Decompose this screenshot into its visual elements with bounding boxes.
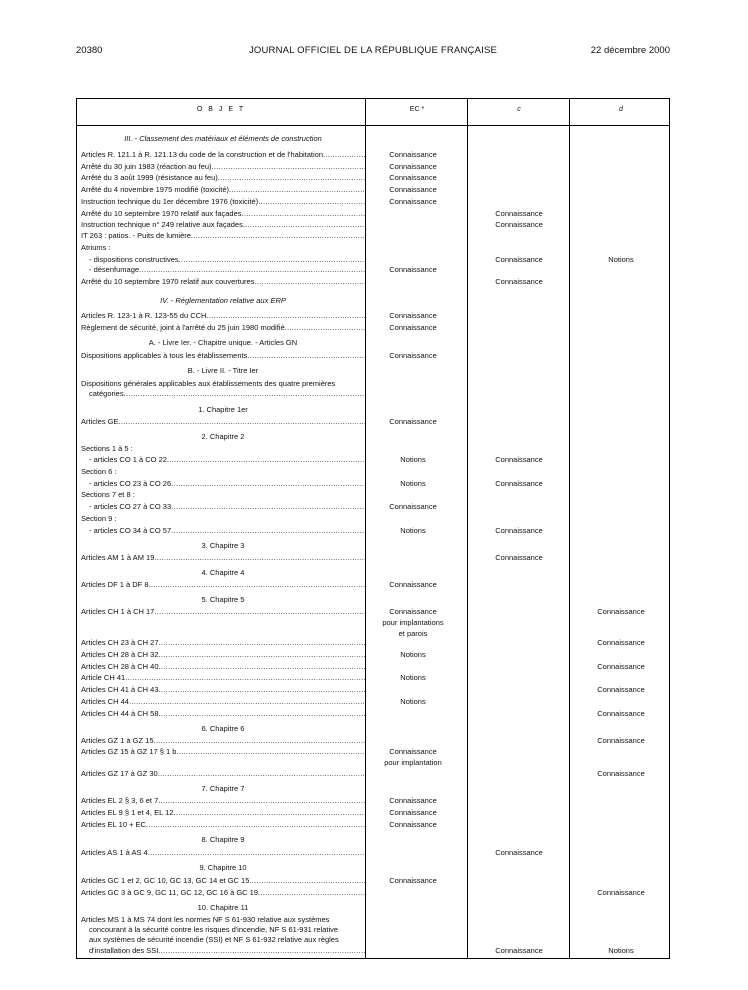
c-cell: Connaissance: [495, 209, 543, 218]
objet-cell: IV. - Réglementation relative aux ERP: [160, 296, 286, 305]
ec-cell: Connaissance: [389, 351, 437, 360]
objet-cell: Articles GZ 15 à GZ 17 § 1 b .....: [81, 746, 365, 757]
objet-cell: Articles GE .....: [81, 416, 365, 427]
ec-cell: pour implantation: [384, 758, 442, 767]
ec-cell: Connaissance: [389, 502, 437, 511]
objet-cell: Arrêté du 4 novembre 1975 modifié (toxicité) .....: [81, 184, 365, 195]
objet-cell: Articles GZ 1 à GZ 15 .....: [81, 735, 365, 746]
c-cell: Connaissance: [495, 220, 543, 229]
ec-cell: Connaissance: [389, 820, 437, 829]
objet-cell: 2. Chapitre 2: [201, 432, 245, 441]
ec-cell: Connaissance: [389, 417, 437, 426]
column-header-objet: O B J E T: [196, 106, 246, 113]
objet-cell: 3. Chapitre 3: [201, 541, 245, 550]
objet-cell: - articles CO 23 à CO 26 .....: [89, 478, 365, 489]
objet-cell: Articles EL 10 + EC .....: [81, 819, 365, 830]
objet-cell: Dispositions générales applicables aux établissements des quatre premières: [81, 379, 336, 388]
ec-cell: Connaissance: [389, 150, 437, 159]
objet-cell: Articles EL 9 § 1 et 4, EL 12 .....: [81, 807, 365, 818]
objet-cell: concourant à la sécurité contre les risques d'incendie, NF S 61-931 relative: [89, 925, 339, 934]
objet-cell: Arrêté du 10 septembre 1970 relatif aux façades .....: [81, 208, 365, 219]
ec-cell: Connaissance: [389, 173, 437, 182]
d-cell: Connaissance: [597, 888, 645, 897]
column-header-d: d: [619, 106, 623, 113]
objet-cell: 7. Chapitre 7: [201, 784, 245, 793]
objet-cell: - dispositions constructives .....: [89, 254, 365, 265]
ec-cell: Notions: [400, 650, 426, 659]
publication-date: 22 décembre 2000: [590, 45, 670, 56]
objet-cell: d'installation des SSI .....: [89, 945, 365, 956]
objet-cell: 4. Chapitre 4: [201, 568, 245, 577]
objet-cell: Section 6 :: [81, 467, 117, 476]
objet-cell: - articles CO 34 à CO 57 .....: [89, 525, 365, 536]
objet-cell: aux systèmes de sécurité incendie (SSI) et NF S 61-932 relative aux règles: [89, 935, 339, 944]
objet-cell: catégories .....: [89, 388, 365, 399]
column-divider: [569, 99, 570, 958]
objet-cell: Atriums :: [81, 243, 111, 252]
d-cell: Connaissance: [597, 638, 645, 647]
objet-cell: 10. Chapitre 11: [197, 903, 249, 912]
d-cell: Connaissance: [597, 662, 645, 671]
column-header-ec: EC *: [409, 106, 425, 113]
objet-cell: 8. Chapitre 9: [201, 835, 245, 844]
d-cell: Notions: [608, 255, 634, 264]
objet-cell: Articles MS 1 à MS 74 dont les normes NF S 61-930 relative aux systèmes: [81, 915, 330, 924]
objet-cell: B. - Livre II. - Titre Ier: [187, 366, 259, 375]
c-cell: Connaissance: [495, 455, 543, 464]
ec-cell: Notions: [400, 526, 426, 535]
objet-cell: Instruction technique du 1er décembre 1976 (toxicité) .....: [81, 196, 365, 207]
objet-cell: Articles EL 2 § 3, 6 et 7 .....: [81, 795, 365, 806]
objet-cell: Articles GZ 17 à GZ 30 .....: [81, 768, 365, 779]
d-cell: Connaissance: [597, 769, 645, 778]
objet-cell: Articles DF 1 à DF 8 .....: [81, 579, 365, 590]
objet-cell: 1. Chapitre 1er: [198, 405, 248, 414]
objet-cell: - articles CO 1 à CO 22 .....: [89, 454, 365, 465]
d-cell: Notions: [608, 946, 634, 955]
ec-cell: Connaissance: [389, 311, 437, 320]
objet-cell: 5. Chapitre 5: [201, 595, 245, 604]
objet-cell: Articles CH 1 à CH 17 .....: [81, 606, 365, 617]
ec-cell: Connaissance: [389, 607, 437, 616]
ec-cell: Connaissance: [389, 808, 437, 817]
column-divider: [365, 99, 366, 958]
objet-cell: 9. Chapitre 10: [199, 863, 247, 872]
ec-cell: Connaissance: [389, 747, 437, 756]
objet-cell: Règlement de sécurité, joint à l'arrêté du 25 juin 1980 modifié .....: [81, 322, 365, 333]
objet-cell: Sections 1 à 5 :: [81, 444, 133, 453]
ec-cell: Connaissance: [389, 185, 437, 194]
ec-cell: Connaissance: [389, 323, 437, 332]
objet-cell: A. - Livre Ier. - Chapitre unique. - Articles GN: [148, 338, 298, 347]
d-cell: Connaissance: [597, 685, 645, 694]
ec-cell: Connaissance: [389, 580, 437, 589]
ec-cell: Connaissance: [389, 197, 437, 206]
c-cell: Connaissance: [495, 946, 543, 955]
c-cell: Connaissance: [495, 848, 543, 857]
column-header-c: c: [517, 106, 521, 113]
objet-cell: Arrêté du 30 juin 1983 (réaction au feu) .....: [81, 161, 365, 172]
objet-cell: Article CH 41 .....: [81, 672, 365, 683]
ec-cell: Connaissance: [389, 265, 437, 274]
objet-cell: Articles GC 1 et 2, GC 10, GC 13, GC 14 et GC 15 .....: [81, 875, 365, 886]
objet-cell: Articles CH 44 .....: [81, 696, 365, 707]
d-cell: Connaissance: [597, 607, 645, 616]
c-cell: Connaissance: [495, 526, 543, 535]
ec-cell: Connaissance: [389, 876, 437, 885]
objet-cell: Articles CH 23 à CH 27 .....: [81, 637, 365, 648]
objet-cell: Articles CH 28 à CH 40 .....: [81, 661, 365, 672]
objet-cell: Articles R. 123-1 à R. 123-55 du CCH .....: [81, 310, 365, 321]
objet-cell: Articles CH 44 à CH 58 .....: [81, 708, 365, 719]
ec-cell: Connaissance: [389, 162, 437, 171]
objet-cell: Instruction technique n° 249 relative aux façades .....: [81, 219, 365, 230]
column-divider: [467, 99, 468, 958]
c-cell: Connaissance: [495, 255, 543, 264]
ec-cell: Notions: [400, 697, 426, 706]
c-cell: Connaissance: [495, 553, 543, 562]
objet-cell: Articles GC 3 à GC 9, GC 11, GC 12, GC 16 à GC 19 .....: [81, 887, 365, 898]
ec-cell: et parois: [398, 629, 428, 638]
ec-cell: Notions: [400, 479, 426, 488]
requirements-table: [76, 98, 670, 959]
d-cell: Connaissance: [597, 736, 645, 745]
objet-cell: III. - Classement des matériaux et éléments de construction: [124, 134, 322, 143]
objet-cell: Arrêté du 10 septembre 1970 relatif aux couvertures .....: [81, 276, 365, 287]
objet-cell: Articles AS 1 à AS 4 .....: [81, 847, 365, 858]
objet-cell: Articles R. 121.1 à R. 121.13 du code de la construction et de l'habitation .....: [81, 149, 365, 160]
page-header: [76, 45, 670, 59]
objet-cell: - désenfumage .....: [89, 264, 365, 275]
c-cell: Connaissance: [495, 479, 543, 488]
objet-cell: Section 9 :: [81, 514, 117, 523]
page-number: 20380: [76, 45, 103, 56]
ec-cell: Connaissance: [389, 796, 437, 805]
ec-cell: pour implantations: [382, 618, 444, 627]
objet-cell: 6. Chapitre 6: [201, 724, 245, 733]
objet-cell: Dispositions applicables à tous les établissements .....: [81, 350, 365, 361]
objet-cell: Sections 7 et 8 :: [81, 490, 135, 499]
header-divider: [77, 125, 669, 126]
ec-cell: Notions: [400, 673, 426, 682]
objet-cell: Articles CH 28 à CH 32 .....: [81, 649, 365, 660]
c-cell: Connaissance: [495, 277, 543, 286]
objet-cell: Articles CH 41 à CH 43 .....: [81, 684, 365, 695]
journal-title: JOURNAL OFFICIEL DE LA RÉPUBLIQUE FRANÇAISE: [248, 45, 498, 56]
objet-cell: Articles AM 1 à AM 19 .....: [81, 552, 365, 563]
objet-cell: IT 263 : patios. - Puits de lumière .....: [81, 230, 365, 241]
ec-cell: Notions: [400, 455, 426, 464]
objet-cell: - articles CO 27 à CO 33 .....: [89, 501, 365, 512]
d-cell: Connaissance: [597, 709, 645, 718]
objet-cell: Arrêté du 3 août 1999 (résistance au feu) .....: [81, 172, 365, 183]
